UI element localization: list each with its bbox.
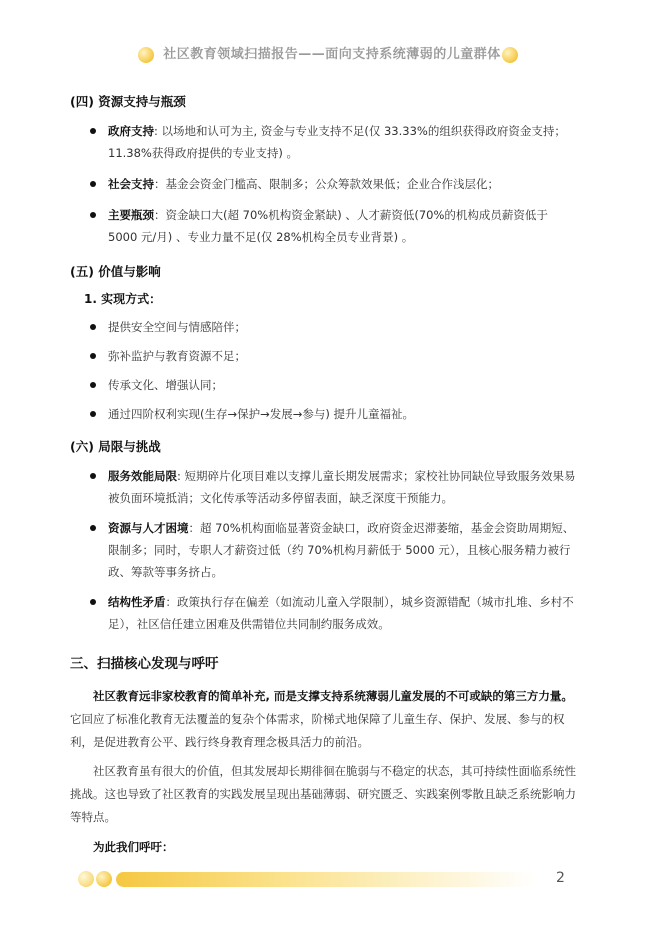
list-item: 政府支持: 以场地和认可为主, 资金与专业支持不足(仅 33.33%的组织获得政府资金支持；11.38%获得政府提供的专业支持) 。 — [70, 120, 580, 164]
decor-circle-icon — [78, 871, 94, 887]
subsection-heading: 1. 实现方式： — [84, 292, 162, 306]
chapter-3-heading: 三、扫描核心发现与呼吁 — [70, 656, 219, 672]
bullet-icon — [90, 128, 96, 134]
footer-gradient-bar — [116, 872, 536, 887]
bullet-icon — [90, 525, 96, 531]
section-4-heading: (四) 资源支持与瓶颈 — [70, 94, 186, 109]
page-footer — [0, 870, 662, 890]
list-item: 服务效能局限: 短期碎片化项目难以支撑儿童长期发展需求；家校社协同缺位导致服务效果易被负面环境抵消；文化传承等活动多停留表面，缺乏深度干预能力。 — [70, 465, 580, 509]
list-item: 通过四阶权利实现(生存→保护→发展→参与) 提升儿童福祉。 — [70, 403, 580, 425]
header-title: 社区教育领域扫描报告——面向支持系统薄弱的儿童群体 — [163, 47, 501, 62]
decor-circle-icon — [96, 871, 112, 887]
list-item: 资源与人才困境：超 70%机构面临显著资金缺口，政府资金迟滞萎缩，基金会资助周期短、限制多；同时，专职人才薪资过低（约 70%机构月薪低于 5000 元），且核心服务精力被行政、筹款等事务挤占。 — [70, 517, 580, 583]
bullet-icon — [90, 473, 96, 479]
bullet-icon — [90, 353, 96, 359]
section-5-heading: (五) 价值与影响 — [70, 264, 161, 279]
list-item: 社会支持：基金会资金门槛高、限制多；公众筹款效果低；企业合作浅层化； — [70, 173, 580, 195]
paragraph-2: 社区教育虽有很大的价值，但其发展却长期徘徊在脆弱与不稳定的状态，其可持续性面临系统性挑战。这也导致了社区教育的实践发展呈现出基础薄弱、研究匮乏、实践案例零散且缺乏系统影响力等特点。 — [70, 764, 576, 824]
bullet-icon — [90, 324, 96, 330]
bullet-icon — [90, 411, 96, 417]
section-6-heading: (六) 局限与挑战 — [70, 439, 161, 454]
bullet-icon — [90, 382, 96, 388]
list-item: 传承文化、增强认同； — [70, 374, 580, 396]
header-left-decoration — [138, 47, 156, 67]
bullet-icon — [90, 212, 96, 218]
bullet-icon — [90, 181, 96, 187]
decor-circle-icon — [138, 47, 154, 63]
list-item: 提供安全空间与情感陪伴； — [70, 316, 580, 338]
page-header — [0, 46, 662, 72]
page-number: 2 — [556, 870, 565, 886]
list-item: 弥补监护与教育资源不足； — [70, 345, 580, 367]
paragraph-1: 社区教育远非家校教育的简单补充, 而是支撑支持系统薄弱儿童发展的不可或缺的第三方力量。它回应了标准化教育无法覆盖的复杂个体需求，阶梯式地保障了儿童生存、保护、发展、参与的权利，是促进教育公平、践行终身教育理念极具活力的前沿。 — [70, 689, 573, 749]
list-item: 主要瓶颈：资金缺口大(超 70%机构资金紧缺) 、人才薪资低(70%的机构成员薪资低于 5000 元/月) 、专业力量不足(仅 28%机构全员专业背景) 。 — [70, 204, 580, 248]
decor-circle-icon — [502, 47, 518, 63]
header-right-decoration — [502, 47, 520, 67]
list-item: 结构性矛盾：政策执行存在偏差（如流动儿童入学限制），城乡资源错配（城市扎堆、乡村不足），社区信任建立困难及供需错位共同制约服务成效。 — [70, 591, 580, 635]
call-to-action: 为此我们呼吁： — [93, 840, 174, 854]
footer-decoration — [78, 871, 114, 891]
page-content — [70, 92, 580, 857]
bullet-icon — [90, 599, 96, 605]
